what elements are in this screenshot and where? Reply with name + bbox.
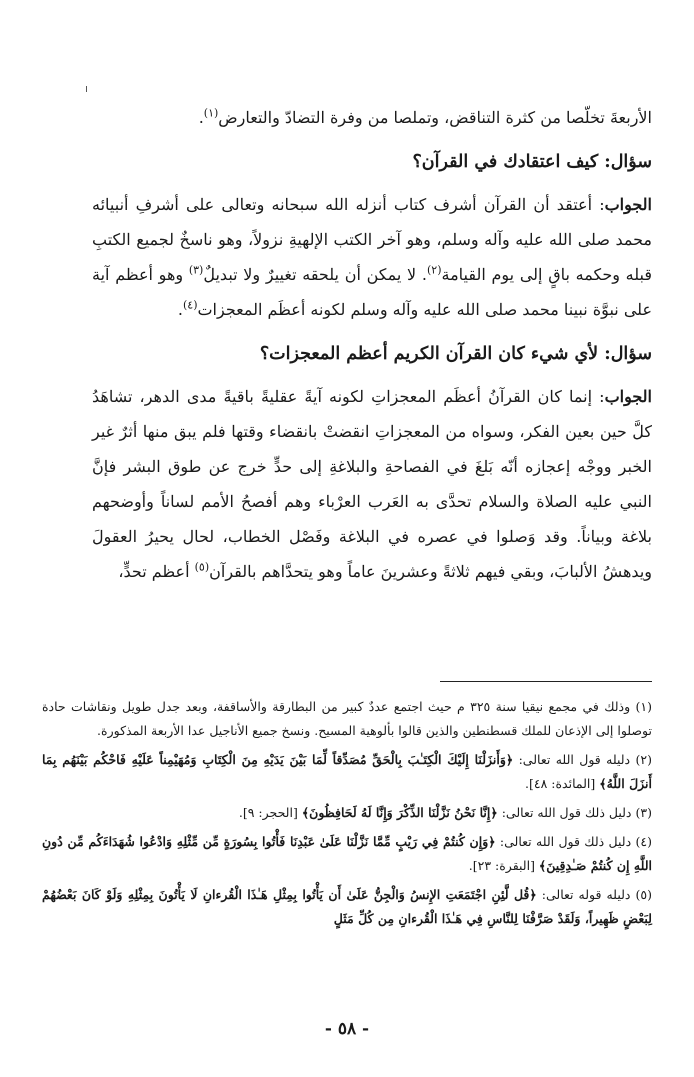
footnote-1 — [42, 695, 652, 743]
quran-quote: ﴿وَإِن كُنتُمْ فِي رَيْبٍ مِّمَّا نَزَّلْنَا عَلَىٰ عَبْدِنَا فَأْتُوا بِسُورَةٍ مِّن مِّثْلِهِ وَادْعُوا شُهَدَاءَكُم مِّن دُونِ اللَّهِ إِن كُنتُمْ صَـٰدِقِينَ﴾ — [42, 834, 652, 873]
footnote-number: (٥) — [635, 887, 652, 902]
footnote-4 — [42, 830, 652, 878]
footnote-number: (١) — [635, 699, 652, 714]
footnotes — [42, 695, 652, 936]
answer-label: الجواب — [604, 195, 652, 214]
page-number: - ٥٨ - — [324, 1019, 370, 1039]
footnote-text: وذلك في مجمع نيقيا سنة ٣٢٥ م حيث اجتمع عددٌ كبير من البطارقة والأساقفة، وبعد جدل طويل ونقاشات حادة توصلوا إلى الإذعان للملك قسطنطين والذين قالوا بألوهية المسيح. ونسخ جميع الأناجيل عدا الأربعة المذكورة. — [42, 699, 652, 738]
question-label: سؤال — [610, 344, 652, 364]
answer-text: : أعتقد أن القرآن أشرف كتاب أنزله الله سبحانه وتعالى على أشرفِ أنبيائه محمد صلى الله عليه وآله وسلم، وهو آخر الكتب الإلهيةِ نزولاً، وهو ناسخٌ لجميع الكتبِ قبله وحكمه باقٍ إلى يوم القيامة — [92, 195, 652, 284]
footnote-number: (٣) — [635, 805, 652, 820]
question-1 — [92, 145, 652, 179]
answer-text: أعظم تحدٍّ، — [118, 562, 195, 581]
footnote-3 — [42, 801, 652, 825]
answer-text: وهو أعظم آية على نبوَّة نبينا محمد صلى الله عليه وآله وسلم لكونه أعظَم المعجزات — [92, 265, 652, 319]
footnote-text: دليله قوله تعالى: — [536, 887, 631, 902]
margin-mark — [86, 86, 87, 92]
footnote-ref-1[interactable]: (١) — [203, 106, 219, 120]
question-text: : كيف اعتقادك في القرآن؟ — [412, 152, 611, 172]
question-label: سؤال — [610, 152, 652, 172]
footnote-ref-4[interactable]: (٤) — [182, 298, 198, 312]
answer-1 — [92, 187, 652, 327]
answer-text: : إنما كان القرآنُ أعظَم المعجزاتِ لكونه آيةً عقليةً باقيةً مدى الدهر، تشاهَدُ كلَّ حين بعين الفكر، وسواه من المعجزاتِ انقضتْ بانقضاء وقتها فلم يبق منها أثرٌ غير الخبر ووجْه إعجازه أنّه بَلغَ في الفصاحةِ والبلاغةِ إلى حدٍّ خرج عن طوق البشر فإنَّ النبي عليه الصلاة والسلام تحدَّى به العَرب العرْباء وهم أفصحُ الأمم لساناً وأوضحهم بلاغة وبياناً. وقد وَصلوا في عصره في البلاغة وفَصْل الخطاب، لحال يحيرُ العقولَ ويدهشُ الألبابَ، وبقي فيهم ثلاثةً وعشرينَ عاماً وهو يتحدَّاهم بالقرآن — [92, 387, 652, 581]
footnote-ref-5[interactable]: (٥) — [194, 560, 210, 574]
intro-text: الأربعةَ تخلّصا من كثرة التناقض، وتملصا من وفرة التضادّ والتعارض — [218, 108, 652, 127]
footnote-number: (٤) — [635, 834, 652, 849]
footnote-citation: [البقرة: ٢٣]. — [468, 858, 539, 873]
question-text: : لأي شيء كان القرآن الكريم أعظم المعجزات؟ — [259, 344, 611, 364]
footnote-citation: [الحجر: ٩]. — [238, 805, 302, 820]
quran-quote: ﴿وَأَنزَلْنَا إِلَيْكَ الْكِتَـٰبَ بِالْحَقِّ مُصَدِّقاً لِّمَا بَيْنَ يَدَيْهِ مِنَ الْكِتَابِ وَمُهَيْمِناً عَلَيْهِ فَاحْكُم بَيْنَهُم بِمَا أَنزَلَ اللَّهُ﴾ — [42, 752, 652, 791]
quran-quote: ﴿إِنَّا نَحْنُ نَزَّلْنَا الذِّكْرَ وَإِنَّا لَهُ لَحَافِظُونَ﴾ — [301, 805, 498, 820]
footnote-separator — [440, 681, 652, 682]
footnote-5 — [42, 883, 652, 931]
footnote-text: دليل ذلك قول الله تعالى: — [497, 805, 632, 820]
quran-quote: ﴿قُل لَّئِنِ اجْتَمَعَتِ الإِنسُ وَالْجِنُّ عَلَىٰ أَن يَأْتُوا بِمِثْلِ هَـٰذَا الْقُرءانِ لَا يَأْتُونَ بِمِثْلِهِ وَلَوْ كَانَ بَعْضُهُمْ لِبَعْضٍ ظَهِيراً، وَلَقَدْ صَرَّفْنَا لِلنَّاسِ فِي هَـٰذَا الْقُرءانِ مِن كُلِّ مَثَلٍ — [42, 887, 652, 926]
footnote-text: دليله قول الله تعالى: — [513, 752, 631, 767]
answer-text: . — [177, 300, 183, 319]
footnote-text: دليل ذلك قول الله تعالى: — [495, 834, 632, 849]
footnote-ref-2[interactable]: (٢) — [426, 263, 442, 277]
intro-paragraph: الأربعةَ تخلّصا من كثرة التناقض، وتملصا من وفرة التضادّ والتعارض$^{(١)}$. — [198, 106, 652, 127]
main-text — [92, 100, 652, 593]
answer-text: . لا يمكن أن يلحقه تغييرٌ ولا تبديلٌ — [203, 265, 427, 284]
answer-label: الجواب — [604, 387, 652, 406]
question-2 — [92, 337, 652, 371]
footnote-ref-3[interactable]: (٣) — [188, 263, 204, 277]
footnote-number: (٢) — [635, 752, 653, 767]
footnote-citation: [المائدة: ٤٨]. — [525, 776, 600, 791]
answer-2 — [92, 379, 652, 589]
footnote-2 — [42, 748, 652, 796]
